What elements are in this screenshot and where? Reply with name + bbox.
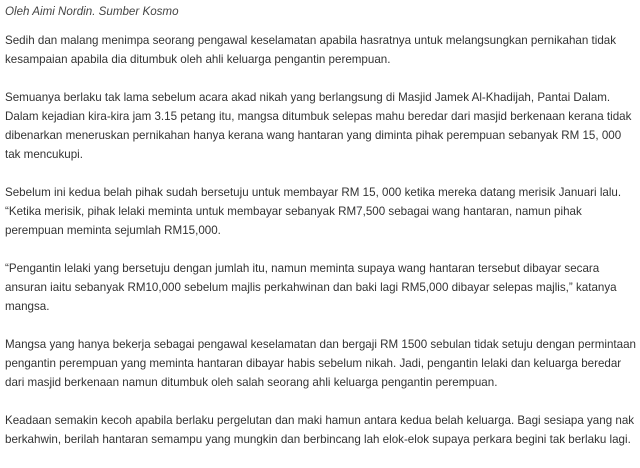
paragraph-line: Semuanya berlaku tak lama sebelum acara akad nikah yang berlangsung di Masjid Jamek Al-Khadijah, Pantai Dalam. xyxy=(5,91,611,104)
article-paragraph xyxy=(5,31,639,69)
paragraph-line: dari masjid berkenaan namun ditumbuk oleh salah seorang ahli keluarga pengantin perempuan. xyxy=(5,376,498,389)
paragraph-line: tak mencukupi. xyxy=(5,148,83,161)
paragraph-line: “Pengantin lelaki yang bersetuju dengan jumlah itu, namun meminta supaya wang hantaran tersebut dibayar secara xyxy=(5,262,600,275)
paragraph-line: berkahwin, berilah hantaran semampu yang mungkin dan berbincang lah elok-elok supaya perkara begini tak berlaku lagi. xyxy=(5,433,631,446)
article-body xyxy=(5,0,639,468)
article-paragraph xyxy=(5,88,639,164)
paragraph-line: Mangsa yang hanya bekerja sebagai pengawal keselamatan dan bergaji RM 1500 sebulan tidak setuju dengan permintaan xyxy=(5,338,636,351)
article-paragraph xyxy=(5,183,639,240)
paragraph-line: mangsa. xyxy=(5,300,50,313)
paragraph-line: ansuran iaitu sebanyak RM10,000 sebelum majlis perkahwinan dan baki lagi RM5,000 dibayar selepas majlis,” katanya xyxy=(5,281,617,294)
paragraph-line: perempuan meminta sejumlah RM15,000. xyxy=(5,224,221,237)
paragraph-line: Sedih dan malang menimpa seorang pengawal keselamatan apabila hasratnya untuk melangsungkan pernikahan tidak xyxy=(5,34,617,47)
article-byline: Oleh Aimi Nordin. Sumber Kosmo xyxy=(5,5,179,18)
paragraph-line: dibenarkan meneruskan pernikahan hanya kerana wang hantaran yang diminta pihak perempuan sebanyak RM 15, 000 xyxy=(5,129,622,142)
paragraph-line: pengantin perempuan yang meminta hantaran dibayar habis sebelum nikah. Jadi, pengantin lelaki dan keluarga beredar xyxy=(5,357,622,370)
paragraph-line: Sebelum ini kedua belah pihak sudah bersetuju untuk membayar RM 15, 000 ketika mereka datang merisik Januari lalu. xyxy=(5,186,622,199)
article-paragraph xyxy=(5,335,639,392)
article-paragraph xyxy=(5,411,639,449)
paragraph-line: kesampaian apabila dia ditumbuk oleh ahli keluarga pengantin perempuan. xyxy=(5,53,391,66)
paragraph-line: “Ketika merisik, pihak lelaki meminta untuk membayar sebanyak RM7,500 sebagai wang hantaran, namun pihak xyxy=(5,205,582,218)
paragraph-line: Dalam kejadian kira-kira jam 3.15 petang itu, mangsa ditumbuk selepas mahu beredar dari masjid berkenaan kerana tidak xyxy=(5,110,632,123)
article-paragraph xyxy=(5,259,639,316)
paragraph-line: Keadaan semakin kecoh apabila berlaku pergelutan dan maki hamun antara kedua belah keluarga. Bagi sesiapa yang nak xyxy=(5,414,635,427)
article-paragraphs xyxy=(5,31,639,449)
